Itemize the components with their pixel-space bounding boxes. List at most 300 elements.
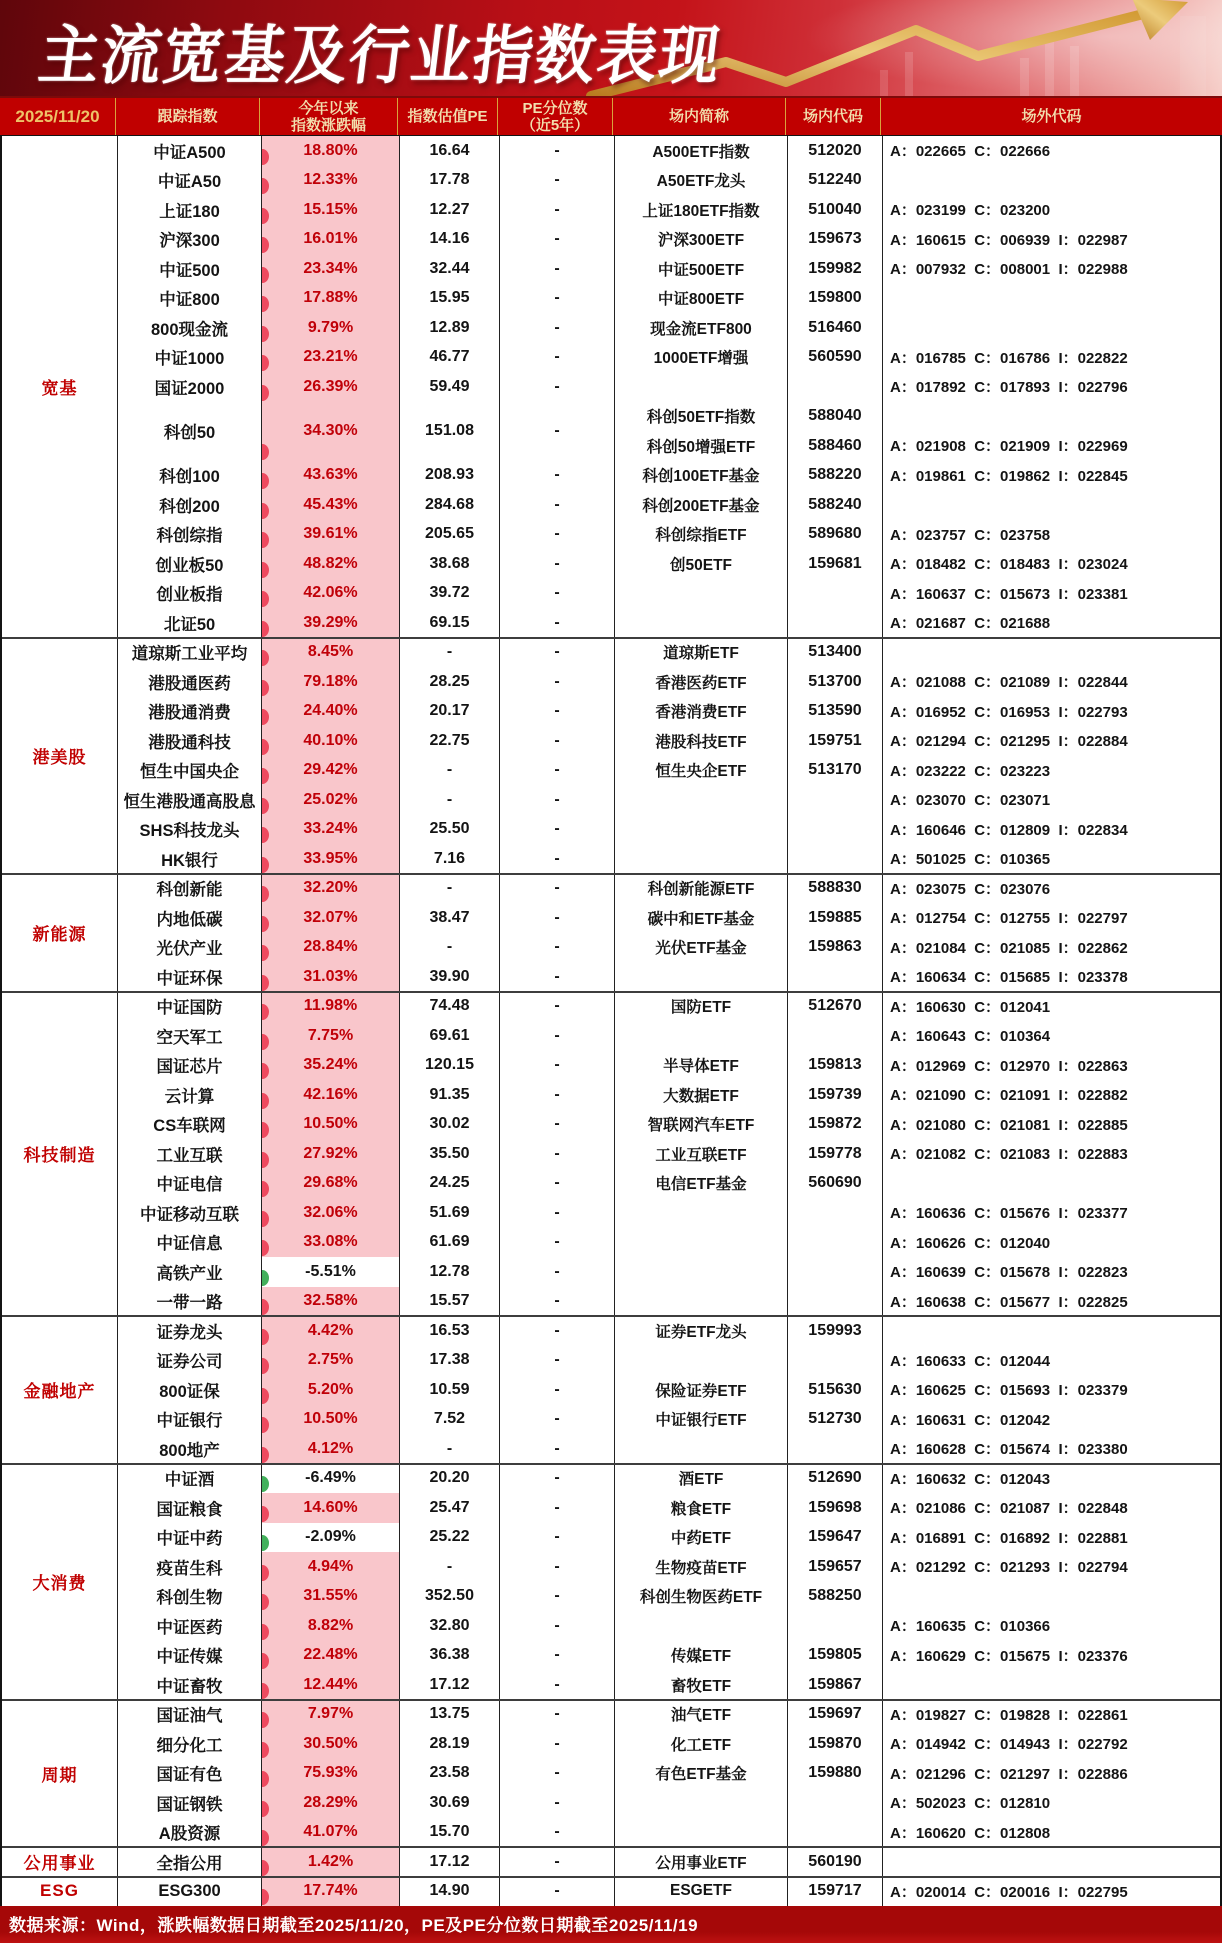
pe-value: 208.93 (399, 461, 499, 491)
pe-value: 59.49 (399, 372, 499, 402)
etf-code: 159800 (787, 284, 882, 314)
table-row (2, 903, 1220, 933)
otc-codes: A：023070 C：023071 (882, 785, 1220, 815)
section-xinnengyuan (2, 874, 1220, 992)
header-label: 指数涨跌幅 (290, 116, 366, 134)
etf-name (614, 844, 787, 874)
index-name: 创业板指 (117, 579, 261, 609)
index-name: 创业板50 (117, 549, 261, 579)
ytd-change-cell (261, 1670, 399, 1700)
ytd-change-value: 28.84% (303, 938, 358, 956)
etf-name: 科创50ETF指数 (646, 409, 756, 427)
etf-code: 588220 (787, 461, 882, 491)
header-etf-code (785, 98, 880, 135)
index-name: 中证A50 (117, 166, 261, 196)
pe-percentile: - (499, 638, 614, 668)
etf-name (614, 815, 787, 845)
ytd-change-value: 33.95% (303, 849, 358, 867)
ytd-change-cell (261, 756, 399, 786)
pe-value: 13.75 (399, 1700, 499, 1730)
ytd-change-value: 11.98% (303, 997, 358, 1015)
otc-codes: A：023075 C：023076 (882, 874, 1220, 904)
pe-value: 205.65 (399, 520, 499, 550)
table-row (2, 1582, 1220, 1612)
pe-percentile: - (499, 1759, 614, 1789)
up-dot-icon (261, 1358, 269, 1374)
up-dot-icon (261, 945, 269, 961)
up-dot-icon (261, 916, 269, 932)
ytd-change-cell (261, 1080, 399, 1110)
pe-percentile: - (499, 1021, 614, 1051)
table-header (0, 96, 1222, 135)
etf-name: 光伏ETF基金 (614, 933, 787, 963)
table-row (2, 1729, 1220, 1759)
etf-name: 证券ETF龙头 (614, 1316, 787, 1346)
pe-percentile: - (499, 1434, 614, 1464)
category-label: 周期 (41, 1765, 78, 1785)
pe-value: 25.47 (399, 1493, 499, 1523)
pe-percentile: - (499, 195, 614, 225)
etf-code: 588460 (808, 436, 862, 454)
pe-value: 16.64 (399, 136, 499, 166)
ytd-change-cell (261, 1700, 399, 1730)
pe-value: 15.57 (399, 1287, 499, 1317)
ytd-change-cell (261, 490, 399, 520)
ytd-change-value: 28.29% (303, 1793, 358, 1811)
etf-code: 159739 (787, 1080, 882, 1110)
up-dot-icon (261, 326, 269, 342)
otc-codes: A：021084 C：021085 I：022862 (882, 933, 1220, 963)
table-row (2, 1611, 1220, 1641)
ytd-change-value: 7.75% (307, 1026, 354, 1044)
ytd-change-value: 32.07% (303, 908, 358, 926)
etf-code: 513170 (787, 756, 882, 786)
table-row (2, 1021, 1220, 1051)
table-row (2, 1847, 1220, 1877)
otc-codes: A：160639 C：015678 I：022823 (882, 1257, 1220, 1287)
etf-name: ESGETF (614, 1877, 787, 1907)
ytd-change-cell (261, 402, 399, 461)
etf-name: 半导体ETF (614, 1051, 787, 1081)
index-name: 内地低碳 (117, 903, 261, 933)
down-dot-icon (261, 1535, 269, 1551)
ytd-change-cell (261, 1493, 399, 1523)
up-dot-icon (261, 444, 269, 460)
ytd-change-cell (261, 933, 399, 963)
pe-percentile: - (499, 785, 614, 815)
header-label: 场内简称 (668, 108, 729, 125)
ytd-change-cell (261, 1847, 399, 1877)
table-row (2, 1169, 1220, 1199)
index-name: 空天军工 (117, 1021, 261, 1051)
up-dot-icon (261, 798, 269, 814)
pe-percentile: - (499, 520, 614, 550)
category-label: 港美股 (32, 748, 87, 767)
etf-code (787, 608, 882, 638)
ytd-change-cell (261, 1287, 399, 1317)
ytd-change-cell (261, 1139, 399, 1169)
up-dot-icon (261, 857, 269, 873)
index-name: 中证移动互联 (117, 1198, 261, 1228)
table-row (2, 490, 1220, 520)
pe-value: 74.48 (399, 992, 499, 1022)
otc-codes (882, 638, 1220, 668)
source-note: 数据来源：Wind，涨跌幅数据日期截至2025/11/20，PE及PE分位数日期截至2025/11/19 (0, 1906, 1222, 1943)
pe-value: 15.95 (399, 284, 499, 314)
etf-code (787, 962, 882, 992)
otc-codes: A：021086 C：021087 I：022848 (882, 1493, 1220, 1523)
etf-name: 中证800ETF (614, 284, 787, 314)
pe-value: 23.58 (399, 1759, 499, 1789)
pe-percentile: - (499, 579, 614, 609)
ytd-change-value: 27.92% (303, 1144, 358, 1162)
category-label: 宽基 (41, 379, 78, 399)
index-name: 800证保 (117, 1375, 261, 1405)
otc-codes: A：160629 C：015675 I：023376 (882, 1641, 1220, 1671)
up-dot-icon (261, 975, 269, 991)
pe-percentile: - (499, 756, 614, 786)
header-label: （近5年） (520, 116, 590, 134)
otc-codes: A：022665 C：022666 (882, 136, 1220, 166)
index-name: 中证A500 (117, 136, 261, 166)
ytd-change-value: -2.09% (305, 1528, 356, 1546)
etf-name (614, 1257, 787, 1287)
pe-percentile: - (499, 1611, 614, 1641)
index-name: 中证传媒 (117, 1641, 261, 1671)
section-esg (2, 1877, 1220, 1907)
index-name: 国证油气 (117, 1700, 261, 1730)
table-row (2, 1316, 1220, 1346)
pe-value: - (399, 785, 499, 815)
pe-percentile: - (499, 1877, 614, 1907)
table-row (2, 1493, 1220, 1523)
index-name: 科创200 (117, 490, 261, 520)
pe-value: 16.53 (399, 1316, 499, 1346)
ytd-change-value: 7.97% (307, 1705, 354, 1723)
otc-codes: A：160632 C：012043 (882, 1464, 1220, 1494)
ytd-change-cell (261, 1228, 399, 1258)
up-dot-icon (261, 296, 269, 312)
otc-codes: A：014942 C：014943 I：022792 (882, 1729, 1220, 1759)
category-label: 大消费 (32, 1574, 87, 1593)
up-dot-icon (261, 739, 269, 755)
table-row (2, 874, 1220, 904)
etf-name (614, 1434, 787, 1464)
pe-value: 61.69 (399, 1228, 499, 1258)
etf-name (614, 962, 787, 992)
ytd-change-cell (261, 815, 399, 845)
index-name: 中证1000 (117, 343, 261, 373)
pe-value: 38.68 (399, 549, 499, 579)
pe-percentile: - (499, 136, 614, 166)
header-pe-percentile (497, 98, 612, 135)
up-dot-icon (261, 208, 269, 224)
pe-value: - (399, 1434, 499, 1464)
ytd-change-value: 23.21% (303, 348, 358, 366)
section-gongyongshiye (2, 1847, 1220, 1877)
etf-code: 588240 (787, 490, 882, 520)
index-name: 中证酒 (117, 1464, 261, 1494)
table-row (2, 402, 1220, 461)
ytd-change-value: 12.33% (303, 171, 358, 189)
otc-codes: A：160637 C：015673 I：023381 (882, 579, 1220, 609)
ytd-change-cell (261, 1257, 399, 1287)
otc-codes: A：160631 C：012042 (882, 1405, 1220, 1435)
otc-codes: A：021687 C：021688 (882, 608, 1220, 638)
etf-code: 159805 (787, 1641, 882, 1671)
table-row (2, 313, 1220, 343)
etf-name: 生物疫苗ETF (614, 1552, 787, 1582)
up-dot-icon (261, 591, 269, 607)
otc-codes: A：160638 C：015677 I：022825 (882, 1287, 1220, 1317)
pe-percentile: - (499, 992, 614, 1022)
ytd-change-value: 16.01% (303, 230, 358, 248)
ytd-change-value: 26.39% (303, 377, 358, 395)
pe-percentile: - (499, 490, 614, 520)
etf-name: 沪深300ETF (614, 225, 787, 255)
ytd-change-value: 75.93% (303, 1764, 358, 1782)
etf-name: 畜牧ETF (614, 1670, 787, 1700)
table-row (2, 461, 1220, 491)
ytd-change-value: 8.82% (307, 1616, 354, 1634)
etf-code: 560590 (787, 343, 882, 373)
index-name: 上证180 (117, 195, 261, 225)
ytd-change-cell (261, 1198, 399, 1228)
etf-code: 159885 (787, 903, 882, 933)
etf-code (787, 815, 882, 845)
etf-code: 159993 (787, 1316, 882, 1346)
header-label: PE分位数 (522, 99, 588, 117)
pe-value: 30.02 (399, 1110, 499, 1140)
up-dot-icon (261, 1122, 269, 1138)
ytd-change-cell (261, 1641, 399, 1671)
index-name: 800地产 (117, 1434, 261, 1464)
table-row (2, 667, 1220, 697)
etf-name: 智联网汽车ETF (614, 1110, 787, 1140)
pe-percentile: - (499, 1523, 614, 1553)
index-name: 北证50 (117, 608, 261, 638)
ytd-change-value: 79.18% (303, 672, 358, 690)
up-dot-icon (261, 1860, 269, 1876)
etf-code: 512020 (787, 136, 882, 166)
ytd-change-value: 31.03% (303, 967, 358, 985)
otc-codes (882, 1169, 1220, 1199)
etf-name: 创50ETF (614, 549, 787, 579)
etf-name (614, 1818, 787, 1848)
pe-percentile: - (499, 1641, 614, 1671)
up-dot-icon (261, 1742, 269, 1758)
ytd-change-cell (261, 461, 399, 491)
pe-percentile: - (499, 697, 614, 727)
section-daxiaofei (2, 1464, 1220, 1700)
ytd-change-value: 32.06% (303, 1203, 358, 1221)
index-name: 云计算 (117, 1080, 261, 1110)
pe-percentile: - (499, 933, 614, 963)
etf-name: 碳中和ETF基金 (614, 903, 787, 933)
up-dot-icon (261, 562, 269, 578)
up-dot-icon (261, 1417, 269, 1433)
pe-percentile: - (499, 1700, 614, 1730)
otc-codes: A：021082 C：021083 I：022883 (882, 1139, 1220, 1169)
otc-codes: A：012969 C：012970 I：022863 (882, 1051, 1220, 1081)
otc-codes (882, 313, 1220, 343)
ytd-change-cell (261, 874, 399, 904)
index-name: 科创50 (117, 402, 261, 461)
ytd-change-cell (261, 667, 399, 697)
ytd-change-value: -5.51% (305, 1262, 356, 1280)
ytd-change-value: 24.40% (303, 702, 358, 720)
ytd-change-value: 29.68% (303, 1174, 358, 1192)
ytd-change-cell (261, 1788, 399, 1818)
table-row (2, 1552, 1220, 1582)
pe-percentile: - (499, 726, 614, 756)
index-name: 中证电信 (117, 1169, 261, 1199)
header-tracking-index (115, 98, 259, 135)
etf-code (787, 1198, 882, 1228)
etf-code: 588250 (787, 1582, 882, 1612)
ytd-change-cell (261, 1434, 399, 1464)
etf-code: 560690 (787, 1169, 882, 1199)
pe-value: 25.22 (399, 1523, 499, 1553)
ytd-change-value: 43.63% (303, 466, 358, 484)
pe-value: 284.68 (399, 490, 499, 520)
etf-name (614, 1021, 787, 1051)
ytd-change-value: 42.16% (303, 1085, 358, 1103)
pe-percentile: - (499, 1257, 614, 1287)
ytd-change-cell (261, 992, 399, 1022)
pe-percentile: - (499, 874, 614, 904)
ytd-change-value: 35.24% (303, 1056, 358, 1074)
category-label: ESG (40, 1881, 79, 1901)
etf-code: 159647 (787, 1523, 882, 1553)
etf-name: 科创200ETF基金 (614, 490, 787, 520)
pe-percentile: - (499, 1847, 614, 1877)
index-name: 恒生中国央企 (117, 756, 261, 786)
otc-codes: A：012754 C：012755 I：022797 (882, 903, 1220, 933)
table-row (2, 815, 1220, 845)
ytd-change-cell (261, 1375, 399, 1405)
etf-name (614, 1287, 787, 1317)
index-name: 国证粮食 (117, 1493, 261, 1523)
pe-percentile: - (499, 1346, 614, 1376)
ytd-change-cell (261, 726, 399, 756)
ytd-change-cell (261, 343, 399, 373)
etf-code: 159872 (787, 1110, 882, 1140)
pe-value: 36.38 (399, 1641, 499, 1671)
table-row (2, 343, 1220, 373)
etf-code: 159698 (787, 1493, 882, 1523)
ytd-change-value: 8.45% (307, 643, 354, 661)
otc-codes: A：016952 C：016953 I：022793 (882, 697, 1220, 727)
pe-value: 17.12 (399, 1670, 499, 1700)
table-row (2, 726, 1220, 756)
index-name: ESG300 (117, 1877, 261, 1907)
pe-value: 12.89 (399, 313, 499, 343)
etf-name (614, 372, 787, 402)
etf-name: 香港医药ETF (614, 667, 787, 697)
ytd-change-value: 41.07% (303, 1823, 358, 1841)
etf-code: 159657 (787, 1552, 882, 1582)
etf-name: 港股科技ETF (614, 726, 787, 756)
section-kuanji (2, 136, 1220, 638)
etf-code: 589680 (787, 520, 882, 550)
ytd-change-cell (261, 638, 399, 668)
ytd-change-cell (261, 254, 399, 284)
ytd-change-value: 10.50% (303, 1115, 358, 1133)
table-row (2, 1228, 1220, 1258)
etf-code: 512690 (787, 1464, 882, 1494)
ytd-change-value: 9.79% (307, 318, 354, 336)
pe-value: 151.08 (399, 402, 499, 461)
etf-name (614, 1611, 787, 1641)
up-dot-icon (261, 1653, 269, 1669)
category-label: 公用事业 (23, 1854, 96, 1874)
index-name: 科创新能 (117, 874, 261, 904)
ytd-change-value: 25.02% (303, 790, 358, 808)
pe-value: 15.70 (399, 1818, 499, 1848)
up-dot-icon (261, 1712, 269, 1728)
etf-code (787, 1818, 882, 1848)
ytd-change-cell (261, 608, 399, 638)
pe-percentile: - (499, 254, 614, 284)
index-name: 沪深300 (117, 225, 261, 255)
pe-value: 69.61 (399, 1021, 499, 1051)
header-pe (397, 98, 497, 135)
up-dot-icon (261, 1771, 269, 1787)
otc-codes: A：020014 C：020016 I：022795 (882, 1877, 1220, 1907)
down-dot-icon (261, 1476, 269, 1492)
otc-codes: A：160634 C：015685 I：023378 (882, 962, 1220, 992)
pe-percentile: - (499, 1729, 614, 1759)
pe-percentile: - (499, 1552, 614, 1582)
index-name: 中证畜牧 (117, 1670, 261, 1700)
table-row (2, 1139, 1220, 1169)
index-name: 港股通医药 (117, 667, 261, 697)
header-label: 指数估值PE (407, 108, 488, 125)
table-row (2, 1523, 1220, 1553)
etf-name (614, 1228, 787, 1258)
ytd-change-cell (261, 1818, 399, 1848)
ytd-change-value: 23.34% (303, 259, 358, 277)
table-row (2, 166, 1220, 196)
ytd-change-value: 32.20% (303, 879, 358, 897)
index-name: 一带一路 (117, 1287, 261, 1317)
pe-percentile: - (499, 844, 614, 874)
etf-name: 传媒ETF (614, 1641, 787, 1671)
etf-code (787, 1346, 882, 1376)
pe-value: 28.25 (399, 667, 499, 697)
index-name: 国证芯片 (117, 1051, 261, 1081)
table-row (2, 1257, 1220, 1287)
etf-code: 510040 (787, 195, 882, 225)
etf-code: 560190 (787, 1847, 882, 1877)
pe-value: 17.38 (399, 1346, 499, 1376)
ytd-change-value: 4.42% (307, 1321, 354, 1339)
otc-codes: A：021090 C：021091 I：022882 (882, 1080, 1220, 1110)
etf-code: 159867 (787, 1670, 882, 1700)
etf-name: 恒生央企ETF (614, 756, 787, 786)
up-dot-icon (261, 1830, 269, 1846)
index-name: 光伏产业 (117, 933, 261, 963)
ytd-change-value: 48.82% (303, 554, 358, 572)
otc-codes: A：007932 C：008001 I：022988 (882, 254, 1220, 284)
otc-codes: A：016785 C：016786 I：022822 (882, 343, 1220, 373)
index-name: 中证500 (117, 254, 261, 284)
otc-codes: A：018482 C：018483 I：023024 (882, 549, 1220, 579)
etf-name: 香港消费ETF (614, 697, 787, 727)
otc-codes (882, 1670, 1220, 1700)
up-dot-icon (261, 1801, 269, 1817)
